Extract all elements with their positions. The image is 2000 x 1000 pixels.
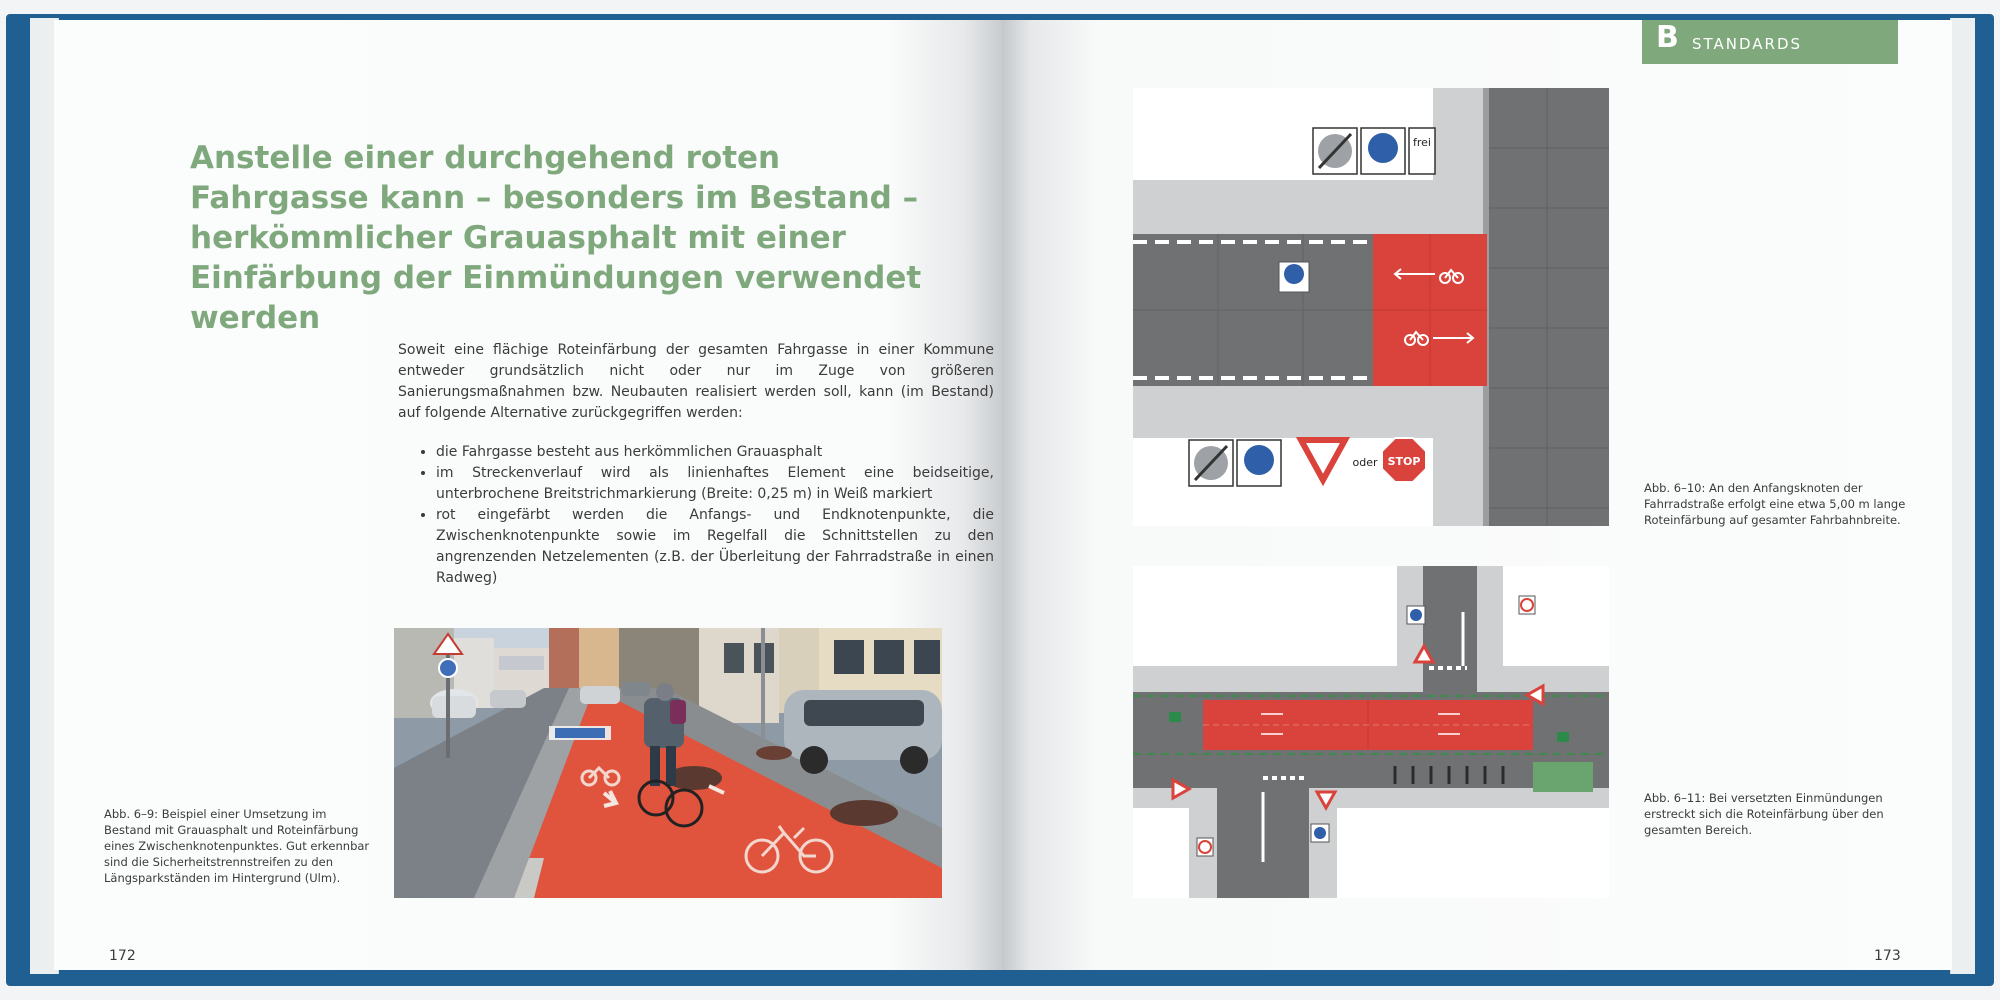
right-page xyxy=(1002,20,1952,970)
intro-paragraph: Soweit eine flächige Roteinfärbung der gesamten Fahrgasse in einer Kommune entweder grundsätzlich nicht oder nur im Zuge von größeren Sanierungsmaßnahmen bzw. Neubauten realisiert werden soll, kann (im Bestand) auf folgende Alternative zurückgegriffen werden: xyxy=(398,342,994,421)
diagram-start-node xyxy=(1133,88,1609,526)
chapter-title: STANDARDS xyxy=(1692,35,1803,53)
page-heading: Anstelle einer durchgehend roten Fahrgasse kann – besonders im Bestand – herkömmlicher Grauasphalt mit einer Einfärbung der Einmündungen verwendet werden xyxy=(190,140,922,336)
diagram-caption-top: Abb. 6–10: An den Anfangsknoten der Fahrradstraße erfolgt eine etwa 5,00 m lange Roteinfärbung auf gesamter Fahrbahnbreite. xyxy=(1644,481,1906,527)
bullet-list xyxy=(398,442,994,589)
list-item: • die Fahrgasse besteht aus herkömmlichen Grauasphalt xyxy=(436,442,994,463)
page-number-left: 172 xyxy=(109,948,136,964)
list-item: • rot eingefärbt werden die Anfangs- und Endknotenpunkte, die Zwischenknotenpunkte sowie im Regelfall die Schnittstellen zu den angrenzenden Netzelementen (z.B. der Überleitung der Fahrradstraße in einen Radweg) xyxy=(436,505,994,589)
offset-junctions-plan xyxy=(1133,566,1609,898)
sign-stop-text: STOP xyxy=(1387,455,1421,468)
list-item: • im Streckenverlauf wird als linienhaftes Element eine beidseitige, unterbrochene Breitstrichmarkierung (Breite: 0,25 m) in Weiß markiert xyxy=(436,463,994,505)
page-number-right: 173 xyxy=(1874,948,1901,964)
street-photo xyxy=(394,628,942,898)
right-page-edges xyxy=(1950,18,1975,974)
photo-caption: Abb. 6–9: Beispiel einer Umsetzung im Bestand mit Grauasphalt und Roteinfärbung eines Zwischenknotenpunktes. Gut erkennbar sind die Sicherheitstrennstreifen zu den Längsparkständen im Hintergrund (Ulm). xyxy=(104,807,370,885)
body-text xyxy=(398,340,994,589)
start-node-plan xyxy=(1133,88,1609,526)
diagram-caption-bottom: Abb. 6–11: Bei versetzten Einmündungen erstreckt sich die Roteinfärbung über den gesamten Bereich. xyxy=(1644,791,1884,837)
left-page xyxy=(54,20,1002,970)
sign-frei-text: frei xyxy=(1413,136,1431,149)
chapter-letter: B xyxy=(1656,20,1679,55)
chapter-badge xyxy=(1642,20,1898,64)
diagram-offset-junctions xyxy=(1133,566,1609,898)
sign-oder-text: oder xyxy=(1352,456,1378,469)
street-photo-illustration xyxy=(394,628,942,898)
